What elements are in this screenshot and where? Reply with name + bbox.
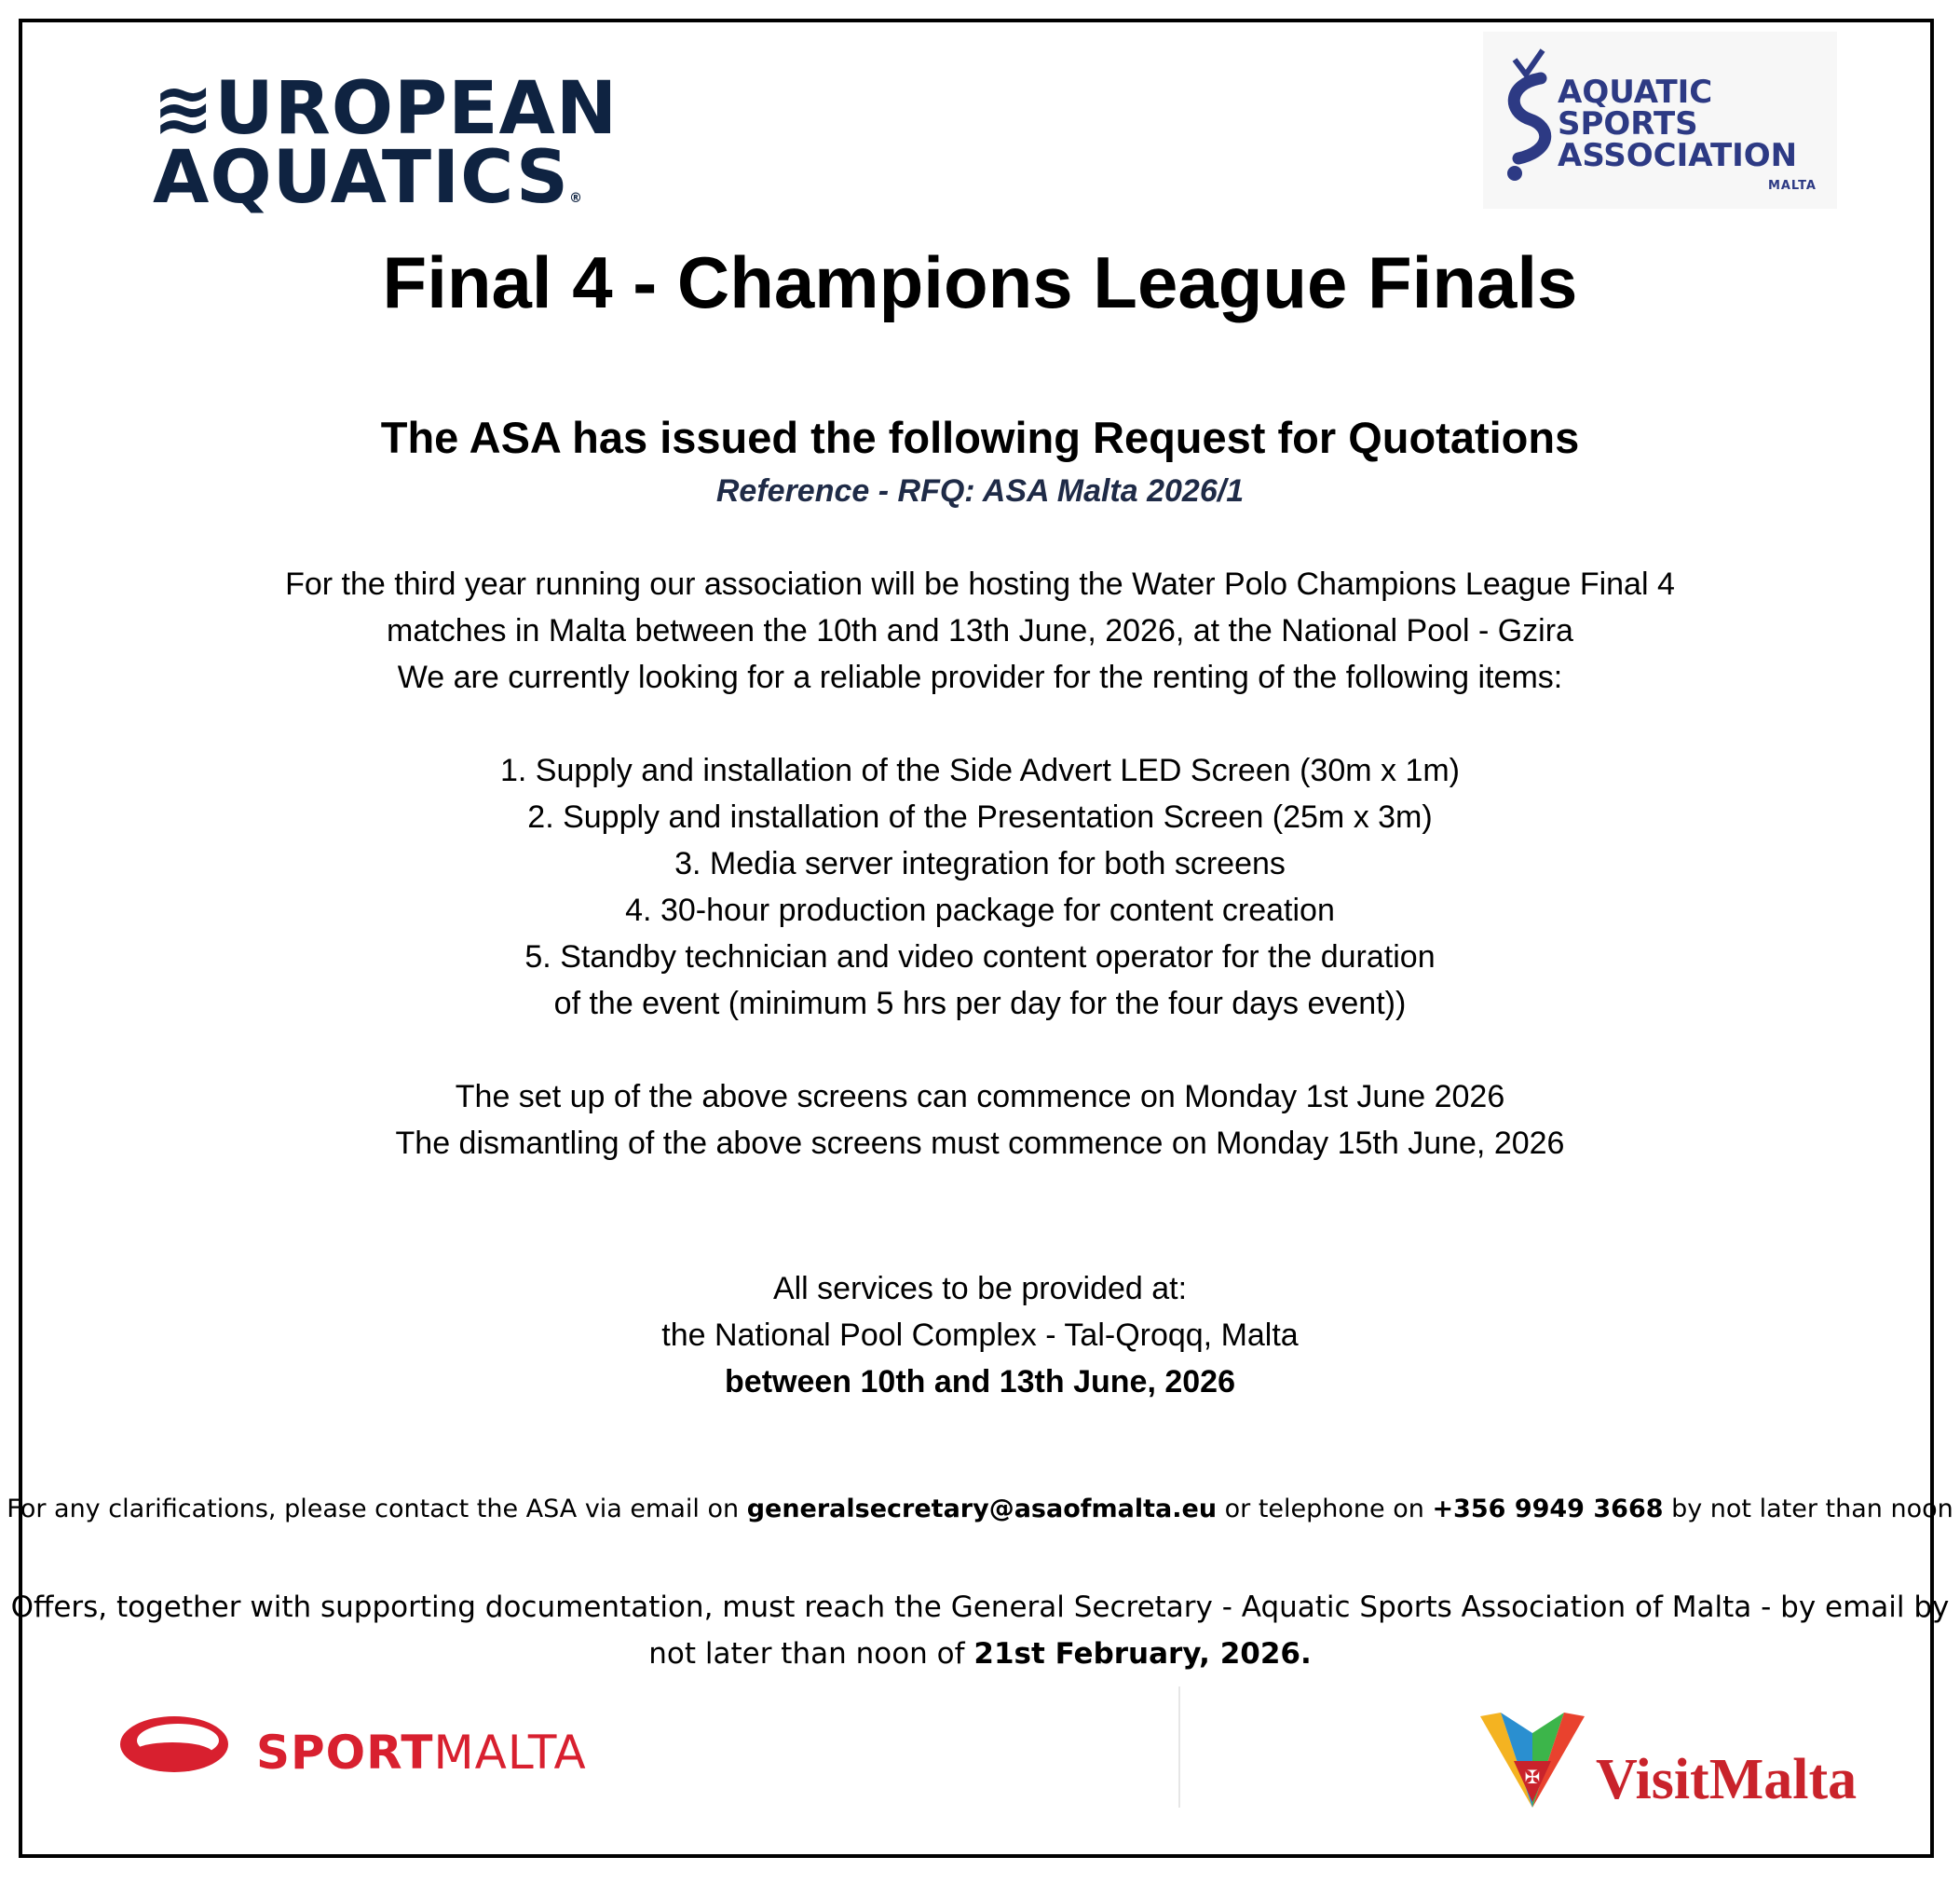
service-location <box>0 1265 1960 1405</box>
european-aquatics-logo <box>149 65 619 220</box>
registered-mark: ® <box>569 191 584 206</box>
offers-line: not later than noon of 21st February, 2026. <box>648 1637 1312 1671</box>
asa-logo-text: AQUATIC SPORTS ASSOCIATION <box>1558 74 1798 174</box>
intro-paragraph <box>0 561 1960 701</box>
location-dates: between 10th and 13th June, 2026 <box>725 1364 1235 1399</box>
offers-line: Offers, together with supporting documentation, must reach the General Secretary - Aquatic Sports Association of Malta - by email by <box>10 1590 1950 1624</box>
european-aquatics-logo-line2: AQUATICS® <box>153 136 584 220</box>
sport-malta-logo <box>116 1696 592 1798</box>
european-aquatics-logo-line1: ≋UROPEAN <box>153 67 619 151</box>
list-item: 5. Standby technician and video content operator for the duration <box>524 939 1436 975</box>
rfq-subtitle: The ASA has issued the following Request for Quotations <box>380 413 1580 462</box>
list-item: 1. Supply and installation of the Side Advert LED Screen (30m x 1m) <box>500 753 1460 788</box>
sport-malta-wordmark: SPORTMALTA <box>256 1726 587 1780</box>
rfq-reference: Reference - RFQ: ASA Malta 2026/1 <box>715 473 1245 509</box>
page-title: Final 4 - Champions League Finals <box>382 241 1578 323</box>
intro-line: For the third year running our association will be hosting the Water Polo Champions League Final 4 <box>285 567 1675 602</box>
sport-malta-emblem-icon <box>116 1705 238 1789</box>
asa-emblem-icon <box>1498 47 1563 186</box>
setup-date-line: The set up of the above screens can commence on Monday 1st June 2026 <box>455 1079 1505 1114</box>
contact-email[interactable]: generalsecretary@asaofmalta.eu <box>746 1495 1218 1523</box>
visit-malta-emblem-icon <box>1477 1705 1588 1817</box>
visit-malta-logo <box>1477 1696 1896 1836</box>
offers-notice <box>0 1584 1960 1677</box>
offers-deadline: 21st February, 2026. <box>973 1637 1312 1671</box>
dismantle-date-line: The dismantling of the above screens must commence on Monday 15th June, 2026 <box>395 1126 1565 1161</box>
list-item: of the event (minimum 5 hrs per day for the four days event)) <box>553 986 1407 1021</box>
asa-logo-country: MALTA <box>1767 179 1817 193</box>
list-item: 4. 30-hour production package for content creation <box>625 893 1335 928</box>
footer-divider <box>1178 1686 1180 1808</box>
setup-dates <box>0 1073 1960 1167</box>
intro-line: We are currently looking for a reliable provider for the renting of the following items: <box>397 660 1563 695</box>
contact-phone[interactable]: +356 9949 3668 <box>1432 1495 1664 1523</box>
contact-line: For any clarifications, please contact the ASA via email on generalsecretary@asaofmalta.eu or telephone on +356 9949 3668 by not later than noon <box>7 1495 1953 1523</box>
asa-logo <box>1483 32 1837 209</box>
items-list <box>0 747 1960 1027</box>
intro-line: matches in Malta between the 10th and 13th June, 2026, at the National Pool - Gzira <box>387 613 1573 648</box>
list-item: 3. Media server integration for both screens <box>674 846 1286 881</box>
location-venue: the National Pool Complex - Tal-Qroqq, Malta <box>661 1317 1299 1353</box>
list-item: 2. Supply and installation of the Presentation Screen (25m x 3m) <box>527 799 1433 835</box>
location-intro: All services to be provided at: <box>772 1271 1188 1306</box>
visit-malta-wordmark: VisitMalta <box>1596 1748 1858 1811</box>
svg-text:✠: ✠ <box>1524 1766 1541 1788</box>
